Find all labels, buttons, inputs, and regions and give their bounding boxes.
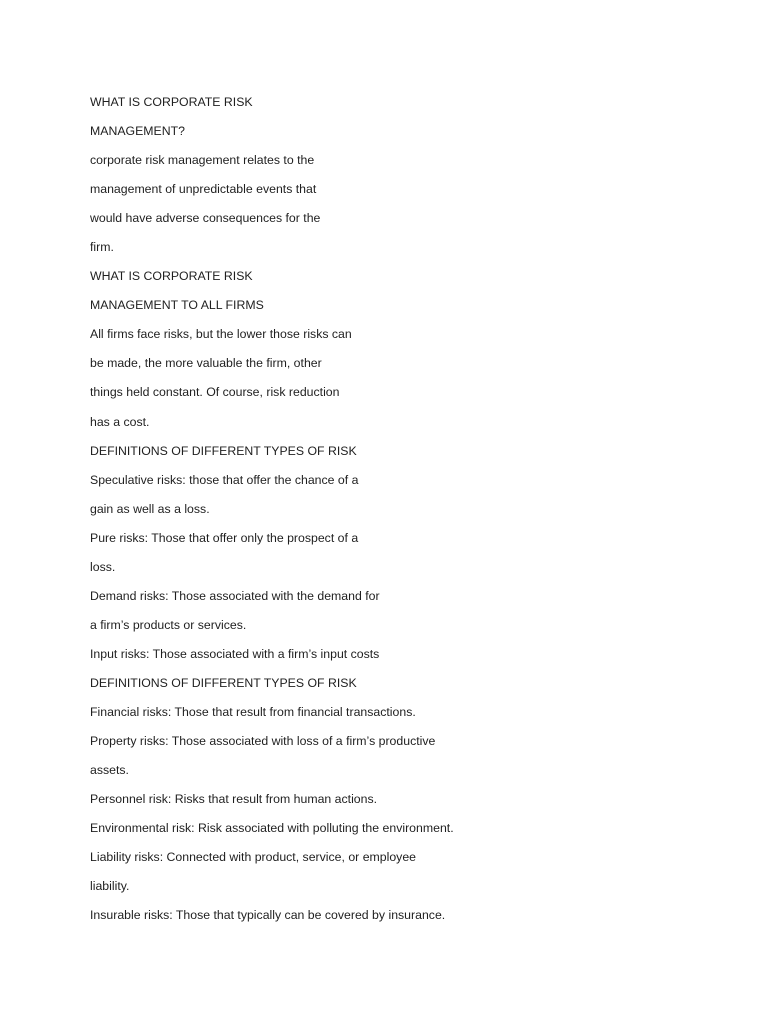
body-line: Speculative risks: those that offer the chance of a <box>90 472 359 487</box>
body-line: would have adverse consequences for the <box>90 211 321 226</box>
body-line: Environmental risk: Risk associated with polluting the environment. <box>90 821 454 836</box>
heading-line: WHAT IS CORPORATE RISK <box>90 269 253 284</box>
heading-line: WHAT IS CORPORATE RISK <box>90 95 253 109</box>
body-line: Pure risks: Those that offer only the prospect of a <box>90 530 359 545</box>
body-line: management of unpredictable events that <box>90 182 317 197</box>
body-line: Input risks: Those associated with a firm’s input costs <box>90 646 380 661</box>
body-line: All firms face risks, but the lower those risks can <box>90 327 352 342</box>
body-line: Property risks: Those associated with loss of a firm’s productive <box>90 734 436 749</box>
body-line: Personnel risk: Risks that result from human actions. <box>90 792 378 807</box>
body-line: Financial risks: Those that result from financial transactions. <box>90 704 416 719</box>
heading-line: DEFINITIONS OF DIFFERENT TYPES OF RISK <box>90 443 357 458</box>
body-line: be made, the more valuable the firm, other <box>90 356 322 371</box>
body-line: Demand risks: Those associated with the demand for <box>90 588 380 603</box>
heading-line: DEFINITIONS OF DIFFERENT TYPES OF RISK <box>90 675 357 690</box>
body-line: Liability risks: Connected with product, service, or employee <box>90 850 417 865</box>
body-line: loss. <box>90 559 116 574</box>
heading-line: MANAGEMENT? <box>90 124 185 139</box>
body-line: gain as well as a loss. <box>90 501 210 516</box>
body-line: assets. <box>90 763 129 778</box>
body-line: corporate risk management relates to the <box>90 153 315 168</box>
heading-line: MANAGEMENT TO ALL FIRMS <box>90 298 264 313</box>
body-line: liability. <box>90 879 130 894</box>
body-line: firm. <box>90 240 114 255</box>
body-line: has a cost. <box>90 414 150 429</box>
body-line: things held constant. Of course, risk reduction <box>90 385 340 400</box>
body-line: Insurable risks: Those that typically can be covered by insurance. <box>90 908 446 923</box>
body-line: a firm’s products or services. <box>90 617 247 632</box>
